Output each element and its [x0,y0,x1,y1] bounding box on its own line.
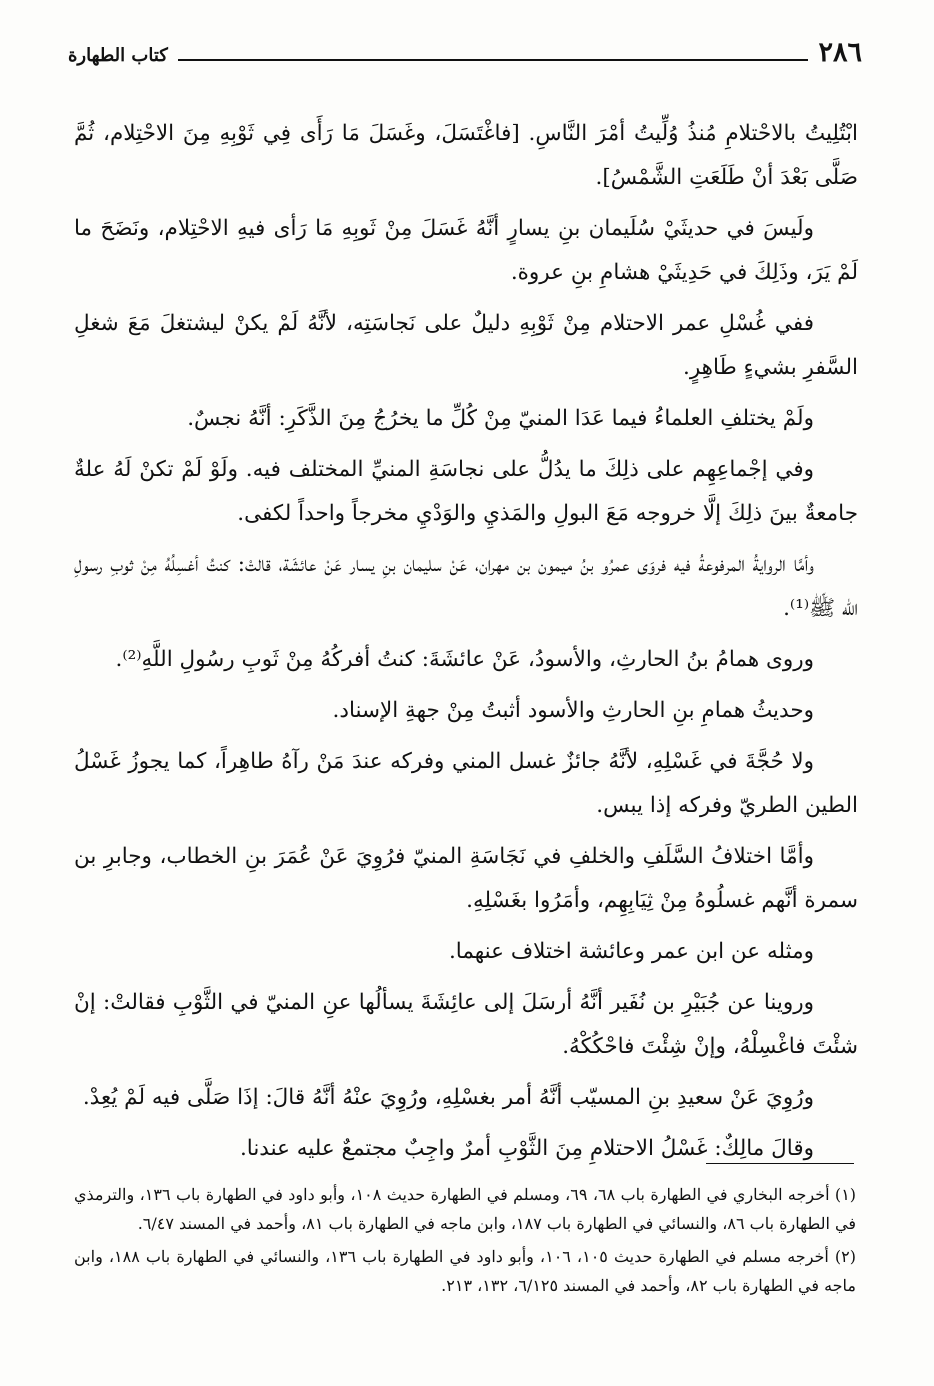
paragraph: ولا حُجَّةَ في غَسْلِهِ، لأنَّهُ جائزٌ غسل المني وفركه عندَ مَنْ رآهُ طاهِراً، كما يجوزُ غَسْلُ الطين الطريّ وفركه إذا يبس. [74,749,858,818]
paragraph: ولَمْ يختلفِ العلماءُ فيما عَدَا المنيّ مِنْ كُلِّ ما يخرُجُ مِنَ الذَّكَرِ: أنَّهُ نجسٌ. [187,406,814,431]
page-number: ٢٨٦ [818,37,862,68]
footnote: (٢) أخرجه مسلم في الطهارة حديث ١٠٥، ١٠٦، وأبو داود في الطهارة باب ١٣٦، والنسائي في الطهارة باب ١٨٨، وابن ماجه في الطهارة باب ٨٢، وأحمد في المسند ٦/١٢٥، ١٣٢، ٢١٣. [74,1247,857,1295]
paragraph: وفي إجْماعِهِم على ذلِكَ ما يدُلُّ على نجاسَةِ المنيِّ المختلف فيه. ولَوْ لَمْ تكنْ لَهُ علةٌ جامعةٌ بينَ ذلِكَ إلَّا خروجه مَعَ البولِ والمَذيِ والوَدْيِ مخرجاً واحداً لكفى. [74,457,858,526]
footnote-separator [706,1163,854,1164]
paragraph: وحديثُ همامِ بنِ الحارثِ والأسود أثبتُ مِنْ جهةِ الإسناد. [332,698,814,723]
footnotes [74,1180,856,1304]
header-rule [178,59,809,61]
paragraph: ومثله عن ابن عمر وعائشة اختلاف عنهما. [448,939,814,964]
paragraph: ابْتُلِيتُ بالاحْتلامِ مُنذُ وُلِّيتُ أمْرَ النَّاسِ. [فاغْتَسَلَ، وغَسَلَ مَا رَأَى فِي ثَوْبِهِ مِنَ الاحْتِلام، ثُمَّ صَلَّى بَعْدَ أنْ طَلَعَتِ الشَّمْسُ]. [74,121,858,190]
paragraph: ففي غُسْلِ عمر الاحتلام مِنْ ثَوْبِهِ دليلٌ على نَجاسَتِه، لأنَّهُ لَمْ يكنْ ليشتغلَ مَعَ شغلِ السَّفرِ بشيءٍ طَاهِرٍ. [74,311,858,380]
paragraph: وروى همامُ بنُ الحارثِ، والأسودُ، عَنْ عائشَةَ: كنتُ أفركُهُ مِنْ ثَوبِ رسُولِ اللَّهِ⁽²⁾. [115,647,814,672]
paragraph: وأمَّا الروايةُ المرفوعةُ فيه فروَى عمرُو بنُ ميمون بن مهران، عَنْ سليمان بنِ يسار عَنْ عائشَة، قالتْ: كنتُ أغسِلُهُ مِنْ ثوبِ رسولِ الله ﷺ⁽¹⁾. [74,552,858,621]
paragraph: ولَيسَ في حديثَيْ سُلَيمان بنِ يسارٍ أنَّهُ غَسَلَ مِنْ ثَوبِهِ مَا رَأى فيهِ الاحْتِلام، ونَضَحَ ما لَمْ يَرَ، وذَلِكَ في حَدِيثَيْ هشامِ بنِ عروة. [74,216,858,285]
paragraph: وقالَ مالِكٌ: غَسْلُ الاحتلامِ مِنَ الثَّوْبِ أمرٌ واجِبٌ مجتمعٌ عليه عندنا. [239,1136,814,1161]
footnote: (١) أخرجه البخاري في الطهارة باب ٦٨، ٦٩، ومسلم في الطهارة حديث ١٠٨، وأبو داود في الطهارة باب ١٣٦، والترمذي في الطهارة باب ٨٦، والنسائي في الطهارة باب ١٨٧، وابن ماجه في الطهارة باب ٨١، وأحمد في المسند ٦/٤٧. [74,1185,857,1233]
page-header [68,30,862,66]
paragraph: وأمَّا اختلافُ السَّلَفِ والخلفِ في نَجَاسَةِ المنيّ فرُوِيَ عَنْ عُمَرَ بنِ الخطاب، وجابرِ بن سمرة أنَّهم غسلُوهُ مِنْ ثِيَابِهِم، وأمَرُوا بغَسْلِهِ. [74,844,858,913]
paragraph: ورُوِيَ عَنْ سعيدِ بنِ المسيّب أنَّهُ أمر بغسْلِهِ، ورُوِيَ عنْهُ أنَّهُ قالَ: إذَا صَلَّى فيه لَمْ يُعِدْ. [82,1085,814,1110]
book-title: كتاب الطهارة [68,45,168,66]
paragraph: وروينا عن جُبَيْرِ بن نُفَير أنَّهُ أرسَلَ إلى عائِشَةَ يسألُها عنِ المنيّ في الثَّوْبِ فقالتْ: إنْ شئْتَ فاغْسِلْهُ، وإنْ شِئْتَ فاحْكُكْهُ. [74,990,858,1059]
main-text [74,112,858,1178]
